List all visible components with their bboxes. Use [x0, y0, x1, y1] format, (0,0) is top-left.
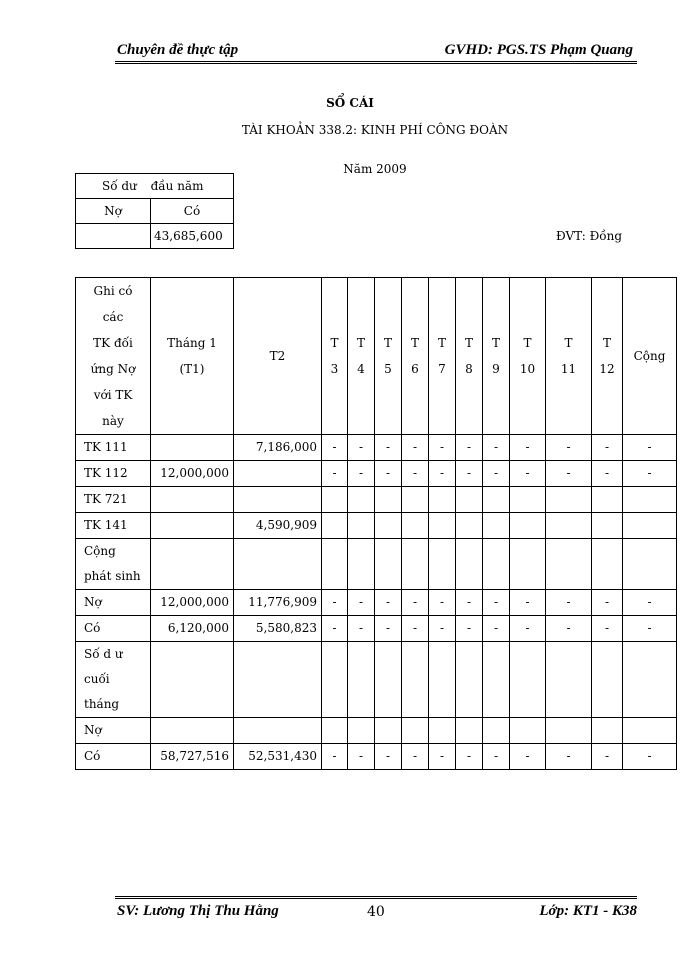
cell-month-2: 11,776,909 — [234, 590, 322, 616]
cell-month-12: - — [592, 744, 623, 770]
cell-total: - — [623, 744, 677, 770]
cell-month-2 — [234, 539, 322, 590]
cell-month-10 — [510, 718, 546, 744]
cell-month-11: - — [546, 744, 592, 770]
cell-total — [623, 642, 677, 718]
opening-balance-header — [76, 174, 234, 199]
cell-month-10: - — [510, 435, 546, 461]
cell-total: - — [623, 461, 677, 487]
cell-month-10: - — [510, 616, 546, 642]
row-label: Có — [76, 616, 151, 642]
cell-month-12 — [592, 642, 623, 718]
cell-month-12: - — [592, 590, 623, 616]
cell-month-4: - — [348, 435, 375, 461]
cell-month-4: - — [348, 590, 375, 616]
opening-balance-table — [75, 173, 234, 249]
row-label: Cộng phát sinh — [76, 539, 151, 590]
opening-balance-label-a: Số dư — [102, 179, 137, 193]
cell-month-8 — [456, 487, 483, 513]
cell-total — [623, 513, 677, 539]
table-row — [76, 744, 677, 770]
cell-month-8: - — [456, 590, 483, 616]
cell-month-7: - — [429, 461, 456, 487]
cell-month-10: - — [510, 590, 546, 616]
cell-month-4 — [348, 539, 375, 590]
cell-month-7: - — [429, 435, 456, 461]
header-cell-month-2: T2 — [234, 278, 322, 435]
cell-month-8 — [456, 513, 483, 539]
cell-month-8: - — [456, 616, 483, 642]
cell-month-1 — [151, 642, 234, 718]
cell-month-12: - — [592, 435, 623, 461]
cell-month-5 — [375, 718, 402, 744]
opening-credit-label: Có — [151, 199, 234, 224]
cell-month-3 — [322, 642, 348, 718]
table-row — [76, 718, 677, 744]
cell-month-5 — [375, 487, 402, 513]
footer-rule-2 — [115, 898, 637, 899]
ledger-title: SỔ CÁI — [326, 96, 374, 110]
row-label: Nợ — [76, 590, 151, 616]
table-row — [76, 539, 677, 590]
header-cell-month-1: Tháng 1 (T1) — [151, 278, 234, 435]
cell-month-6 — [402, 642, 429, 718]
cell-month-1: 6,120,000 — [151, 616, 234, 642]
cell-month-6: - — [402, 590, 429, 616]
cell-month-10 — [510, 487, 546, 513]
table-row — [76, 513, 677, 539]
cell-month-11: - — [546, 616, 592, 642]
footer-class: Lớp: KT1 - K38 — [539, 903, 637, 919]
opening-debit-value — [76, 224, 151, 249]
cell-month-10 — [510, 513, 546, 539]
cell-month-2: 52,531,430 — [234, 744, 322, 770]
cell-month-6 — [402, 718, 429, 744]
table-row — [76, 461, 677, 487]
header-cell-month-3: T 3 — [322, 278, 348, 435]
cell-month-7 — [429, 718, 456, 744]
table-row — [76, 435, 677, 461]
cell-month-9: - — [483, 435, 510, 461]
cell-month-7: - — [429, 616, 456, 642]
opening-credit-value: 43,685,600 — [151, 224, 234, 249]
cell-month-8 — [456, 539, 483, 590]
cell-total: - — [623, 616, 677, 642]
cell-month-1: 12,000,000 — [151, 461, 234, 487]
cell-month-1 — [151, 487, 234, 513]
table-row — [76, 616, 677, 642]
cell-total: - — [623, 590, 677, 616]
cell-month-8: - — [456, 461, 483, 487]
cell-month-4 — [348, 513, 375, 539]
cell-month-12 — [592, 513, 623, 539]
table-row — [76, 590, 677, 616]
cell-month-6 — [402, 539, 429, 590]
header-cell-month-9: T 9 — [483, 278, 510, 435]
cell-month-11 — [546, 642, 592, 718]
cell-month-2: 7,186,000 — [234, 435, 322, 461]
cell-month-3: - — [322, 435, 348, 461]
cell-month-4: - — [348, 744, 375, 770]
cell-month-12: - — [592, 461, 623, 487]
cell-month-5 — [375, 539, 402, 590]
cell-month-6 — [402, 513, 429, 539]
cell-month-9 — [483, 539, 510, 590]
cell-month-5: - — [375, 590, 402, 616]
header-cell-month-7: T 7 — [429, 278, 456, 435]
cell-month-1 — [151, 539, 234, 590]
cell-month-10 — [510, 642, 546, 718]
cell-month-12 — [592, 487, 623, 513]
cell-month-1: 58,727,516 — [151, 744, 234, 770]
cell-month-5 — [375, 513, 402, 539]
cell-month-4 — [348, 718, 375, 744]
header-cell-month-8: T 8 — [456, 278, 483, 435]
cell-month-4: - — [348, 461, 375, 487]
opening-debit-label: Nợ — [76, 199, 151, 224]
cell-month-12: - — [592, 616, 623, 642]
table-row — [76, 487, 677, 513]
cell-month-9: - — [483, 590, 510, 616]
cell-month-5: - — [375, 435, 402, 461]
cell-month-8 — [456, 718, 483, 744]
cell-month-9 — [483, 642, 510, 718]
cell-month-1 — [151, 513, 234, 539]
header-cell-accounts: Ghi có các TK đối ứng Nợ với TK này — [76, 278, 151, 435]
cell-month-8: - — [456, 744, 483, 770]
cell-month-3: - — [322, 461, 348, 487]
cell-month-7 — [429, 487, 456, 513]
cell-month-11 — [546, 513, 592, 539]
cell-month-5: - — [375, 461, 402, 487]
header-rule-2 — [115, 63, 637, 64]
table-row — [76, 642, 677, 718]
cell-month-9 — [483, 718, 510, 744]
cell-month-12 — [592, 539, 623, 590]
header-cell-month-10: T 10 — [510, 278, 546, 435]
header-left-text: Chuyên đề thực tập — [117, 42, 239, 58]
cell-month-11: - — [546, 461, 592, 487]
cell-month-6: - — [402, 461, 429, 487]
cell-month-9 — [483, 513, 510, 539]
cell-month-5 — [375, 642, 402, 718]
cell-month-6: - — [402, 435, 429, 461]
footer-student: SV: Lương Thị Thu Hằng — [117, 903, 279, 919]
page-number: 40 — [367, 904, 385, 920]
cell-total — [623, 539, 677, 590]
cell-month-11: - — [546, 590, 592, 616]
row-label: TK 112 — [76, 461, 151, 487]
cell-month-12 — [592, 718, 623, 744]
cell-month-10 — [510, 539, 546, 590]
cell-month-2 — [234, 718, 322, 744]
cell-month-2 — [234, 461, 322, 487]
cell-month-3: - — [322, 616, 348, 642]
row-label: TK 721 — [76, 487, 151, 513]
cell-total — [623, 487, 677, 513]
cell-month-11: - — [546, 435, 592, 461]
header-rule — [115, 61, 637, 62]
page-footer — [115, 903, 637, 925]
header-cell-month-12: T 12 — [592, 278, 623, 435]
cell-month-1 — [151, 718, 234, 744]
cell-month-9: - — [483, 744, 510, 770]
cell-month-10: - — [510, 744, 546, 770]
cell-month-3 — [322, 487, 348, 513]
cell-month-3 — [322, 513, 348, 539]
ledger-table — [75, 277, 677, 770]
cell-month-4: - — [348, 616, 375, 642]
row-label: Có — [76, 744, 151, 770]
cell-month-1 — [151, 435, 234, 461]
cell-month-1: 12,000,000 — [151, 590, 234, 616]
cell-month-9: - — [483, 616, 510, 642]
row-label: Nợ — [76, 718, 151, 744]
cell-month-7: - — [429, 590, 456, 616]
cell-total — [623, 718, 677, 744]
header-cell-month-4: T 4 — [348, 278, 375, 435]
header-right-text: GVHD: PGS.TS Phạm Quang — [444, 42, 633, 58]
cell-month-6 — [402, 487, 429, 513]
footer-rule — [115, 896, 637, 897]
header-cell-month-5: T 5 — [375, 278, 402, 435]
cell-month-10: - — [510, 461, 546, 487]
row-label: TK 111 — [76, 435, 151, 461]
cell-month-7: - — [429, 744, 456, 770]
cell-month-6: - — [402, 744, 429, 770]
cell-month-7 — [429, 539, 456, 590]
cell-month-7 — [429, 642, 456, 718]
page-header — [115, 40, 635, 62]
cell-month-9 — [483, 487, 510, 513]
header-row — [76, 278, 677, 435]
cell-month-4 — [348, 642, 375, 718]
unit-label: ĐVT: Đồng — [556, 229, 623, 243]
cell-month-2 — [234, 642, 322, 718]
header-cell-total: Cộng — [623, 278, 677, 435]
cell-month-3: - — [322, 744, 348, 770]
cell-month-8 — [456, 642, 483, 718]
cell-month-3 — [322, 718, 348, 744]
cell-month-2: 5,580,823 — [234, 616, 322, 642]
header-cell-month-6: T 6 — [402, 278, 429, 435]
cell-month-2 — [234, 487, 322, 513]
cell-month-8: - — [456, 435, 483, 461]
cell-month-6: - — [402, 616, 429, 642]
cell-month-4 — [348, 487, 375, 513]
cell-total: - — [623, 435, 677, 461]
row-label: Số d ư cuối tháng — [76, 642, 151, 718]
cell-month-2: 4,590,909 — [234, 513, 322, 539]
year-label: Năm 2009 — [343, 162, 407, 176]
cell-month-5: - — [375, 744, 402, 770]
row-label: TK 141 — [76, 513, 151, 539]
account-subtitle: TÀI KHOẢN 338.2: KINH PHÍ CÔNG ĐOÀN — [241, 123, 509, 137]
opening-balance-label-b: đầu năm — [150, 179, 204, 193]
cell-month-11 — [546, 487, 592, 513]
cell-month-5: - — [375, 616, 402, 642]
header-cell-month-11: T 11 — [546, 278, 592, 435]
cell-month-3 — [322, 539, 348, 590]
cell-month-3: - — [322, 590, 348, 616]
cell-month-9: - — [483, 461, 510, 487]
cell-month-11 — [546, 718, 592, 744]
cell-month-11 — [546, 539, 592, 590]
cell-month-7 — [429, 513, 456, 539]
